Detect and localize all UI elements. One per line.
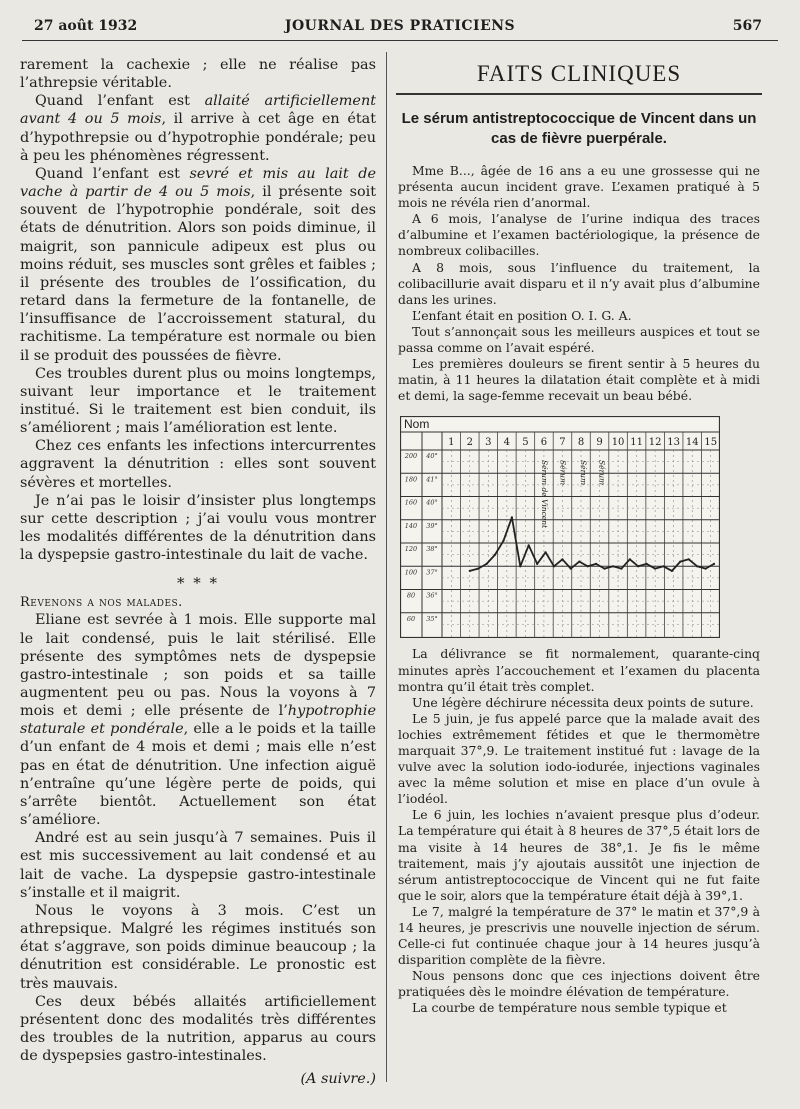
temperature-point — [713, 563, 715, 565]
temperature-point — [486, 563, 488, 565]
pulse-tick-label: 100 — [404, 568, 418, 577]
paragraph: A 8 mois, sous l’influence du traitement, la colibacillurie avait disparu et il n’y avait plus d’albumine dans les urines. — [398, 259, 760, 307]
temperature-point — [578, 561, 580, 563]
paragraph: Les premières douleurs se firent sentir à 5 heures du matin, à 11 heures la dilatation était complète et à midi et demi, la sage-femme recevait un beau bébé. — [398, 356, 760, 404]
serum-annotation: Sérum — [597, 460, 607, 486]
day-tick-label: 4 — [503, 437, 511, 449]
emphasis: allaité artificiellement avant 4 ou 5 mois — [20, 93, 376, 128]
temperature-point — [620, 568, 622, 570]
paragraph: La délivrance se fit normalement, quarante-cinq minutes après l’accouchement et l’examen du placenta montra qu’il était très complet. — [398, 646, 760, 694]
temperature-tick-label: 37° — [426, 568, 438, 577]
temperature-point — [519, 566, 521, 568]
paragraph: L’enfant était en position O. I. G. A. — [412, 307, 632, 323]
temperature-tick-label: 40° — [426, 452, 438, 461]
temperature-point — [629, 559, 631, 561]
header-date: 27 août 1932 — [34, 18, 138, 34]
paragraph: Une légère déchirure nécessita deux points de suture. — [412, 694, 754, 710]
chart-title: Nom — [404, 417, 430, 432]
temperature-point — [705, 568, 707, 570]
text: , il arrive à cet âge en état d’hypothrepsie ou d’hypotrophie pondérale; peu à peu les phénomènes régressent. — [20, 111, 376, 164]
temperature-point — [671, 570, 673, 572]
temperature-point — [696, 566, 698, 568]
temperature-point — [570, 568, 572, 570]
section-subheading: Revenons a nos malades. — [20, 595, 183, 611]
temperature-point — [603, 568, 605, 570]
paragraph: Tout s’annonçait sous les meilleurs auspices et tout se passa comme on l’avait espéré. — [398, 323, 760, 356]
paragraph: Le 6 juin, les lochies n’avaient presque plus d’odeur. La température qui était à 8 heures de 37°,5 était lors de ma visite à 14 heures de 38°,1. Je fis le même traitement, mais j’y ajoutais aussitôt une injection de sérum antistreptococcique de Vincent qui ne fut faite que le soir, alors que la température était déjà à 39°,1. — [398, 807, 760, 903]
temperature-point — [502, 540, 504, 542]
section-title: FAITS CLINIQUES — [396, 56, 762, 95]
temperature-point — [654, 568, 656, 570]
temperature-point — [587, 566, 589, 568]
temperature-tick-label: 41° — [426, 475, 438, 484]
paragraph: Mme B..., âgée de 16 ans a eu une grossesse qui ne présenta aucun incident grave. L’examen pratiqué à 5 mois ne révéla rien d’anormal. — [398, 163, 760, 211]
article-title: Le sérum antistreptococcique de Vincent dans un cas de fièvre puerpérale. — [401, 110, 757, 147]
day-tick-label: 6 — [540, 437, 548, 449]
section-separator: * * * — [176, 574, 220, 593]
temperature-point — [561, 559, 563, 561]
day-tick-label: 8 — [577, 437, 585, 449]
paragraph — [20, 165, 376, 365]
right-column — [398, 56, 760, 1017]
day-tick-label: 13 — [667, 437, 681, 449]
to-be-continued: (A suivre.) — [300, 1071, 376, 1088]
left-column — [20, 56, 376, 1087]
temperature-point — [662, 566, 664, 568]
text: Quand l’enfant est — [35, 165, 190, 182]
temperature-tick-label: 40° — [426, 498, 438, 507]
text: , elle a le poids et la taille d’un enfant de 4 mois et demi ; mais elle n’est pas en état de dénutrition. Une infection aiguë n’entraîne qu’une légère perte de poids, qui s’arrête bientôt. Actuellement son état s’améliore. — [20, 721, 376, 829]
day-tick-label: 14 — [685, 437, 699, 449]
day-tick-label: 9 — [596, 437, 603, 449]
text: , il présente soit souvent de l’hypotrophie pondérale, soit des états de dénutrition. Alors son poids diminue, il maigrit, son pannicule adipeux est plus ou moins réduit, ses muscles sont grêles et faibles ; il présente des troubles de l’ossification, du retard dans la fermeture de la fontanelle, de l’insuffisance de l’accroissement statural, du rachitisme. La température est normale ou bien il se produit des poussées de fièvre. — [20, 184, 377, 364]
paragraph — [20, 92, 376, 165]
temperature-point — [528, 545, 530, 547]
day-tick-label: 5 — [522, 437, 529, 449]
day-tick-label: 11 — [630, 437, 643, 449]
serum-annotation: Sérum — [558, 460, 568, 486]
paragraph: La courbe de température nous semble typique et — [412, 1000, 727, 1016]
pulse-tick-label: 80 — [406, 591, 416, 600]
pulse-tick-label: 180 — [404, 475, 418, 484]
emphasis: hypotrophie staturale et pondérale — [20, 703, 376, 738]
day-tick-label: 12 — [648, 437, 662, 449]
paragraph: Chez ces enfants les infections intercurrentes aggravent la dénutrition : elles sont souvent sévères et mortelles. — [20, 438, 376, 491]
column-divider — [386, 52, 387, 1082]
temperature-point — [494, 554, 496, 556]
pulse-tick-label: 160 — [404, 498, 418, 507]
paragraph: André est au sein jusqu’à 7 semaines. Puis il est mis successivement au lait condensé et au lait de vache. La dyspepsie gastro-intestinale s’installe et il maigrit. — [20, 830, 376, 901]
temperature-point — [511, 517, 513, 519]
pulse-tick-label: 120 — [404, 545, 418, 554]
text: Quand l’enfant est — [35, 93, 205, 110]
temperature-point — [595, 563, 597, 565]
paragraph: Nous le voyons à 3 mois. C’est un athrepsique. Malgré les régimes institués son état s’aggrave, son poids diminue beaucoup ; la dénutrition est considérable. Le pronostic est très mauvais. — [20, 902, 376, 992]
page-header — [22, 14, 778, 41]
temperature-point — [612, 566, 614, 568]
temperature-point — [477, 568, 479, 570]
header-page-number: 567 — [732, 18, 762, 34]
temperature-tick-label: 38° — [426, 545, 438, 554]
header-journal-title: JOURNAL DES PRATICIENS — [284, 18, 516, 34]
paragraph: Ces deux bébés allaités artificiellement présentent donc des modalités très différentes des troubles de la nutrition, apparus au cours de dyspepsies gastro-intestinales. — [20, 993, 376, 1065]
paragraph: rarement la cachexie ; elle ne réalise pas l’athrepsie véritable. — [20, 57, 376, 92]
temperature-point — [536, 563, 538, 565]
temperature-tick-label: 39° — [426, 522, 438, 531]
paragraph: Nous pensons donc que ces injections doivent être pratiquées dès le moindre élévation de température. — [398, 968, 760, 1000]
text: Eliane est sevrée à 1 mois. Elle supporte mal le lait condensé, puis le lait stérilisé. Elle présente des symptômes nets de dyspepsie gastro-intestinale ; son poids et sa taille augmentent peu ou pas. Nous la voyons à 7 mois et demi ; elle présente de l’ — [20, 612, 376, 720]
temperature-point — [469, 570, 471, 572]
paragraph: Ces troubles durent plus ou moins longtemps, suivant leur importance et le traitement institué. Si le traitement est bien conduit, ils s’améliorent ; mais l’amélioration est lente. — [20, 365, 376, 437]
paragraph: Le 5 juin, je fus appelé parce que la malade avait des lochies extrêmement fétides et que le thermomètre marquait 37°,9. Le traitement institué fut : lavage de la vulve avec la solution iodo-iodurée, injections vaginales avec la même solution et mise en place d’un ovule à l’iodéol. — [398, 710, 760, 807]
pulse-tick-label: 200 — [404, 452, 418, 461]
day-tick-label: 10 — [611, 437, 625, 449]
temperature-point — [688, 559, 690, 561]
paragraph: Le 7, malgré la température de 37° le matin et 37°,9 à 14 heures, je prescrivis une nouvelle injection de sérum. Celle-ci fut continuée chaque jour à 14 heures jusqu’à disparition complète de la fièvre. — [398, 903, 760, 968]
temperature-point — [679, 561, 681, 563]
temperature-point — [646, 563, 648, 565]
day-tick-label: 1 — [448, 437, 455, 449]
pulse-tick-label: 140 — [404, 522, 418, 531]
temperature-point — [637, 566, 639, 568]
day-tick-label: 2 — [466, 437, 473, 449]
paragraph: A 6 mois, l’analyse de l’urine indiqua des traces d’albumine et l’examen bactériologique, la présence de nombreux colibacilles. — [398, 211, 760, 259]
temperature-point — [545, 552, 547, 554]
pulse-tick-label: 60 — [406, 615, 416, 624]
temperature-tick-label: 35° — [426, 615, 438, 624]
emphasis: sevré et mis au lait de vache à partir de 4 ou 5 mois — [20, 165, 377, 201]
temperature-tick-label: 36° — [426, 591, 438, 600]
paragraph — [20, 611, 376, 829]
serum-annotation: Sérum — [579, 460, 588, 486]
temperature-chart — [400, 416, 720, 638]
paragraph: Je n’ai pas le loisir d’insister plus longtemps sur cette description ; j’ai voulu vous montrer les modalités différentes de la dénutrition dans la dyspepsie gastro-intestinale du lait de vache. — [20, 492, 376, 564]
day-tick-label: 7 — [559, 437, 566, 449]
temperature-point — [553, 566, 555, 568]
day-tick-label: 15 — [704, 437, 718, 449]
serum-annotation: Sérum de Vincent — [540, 460, 550, 529]
day-tick-label: 3 — [485, 437, 492, 449]
